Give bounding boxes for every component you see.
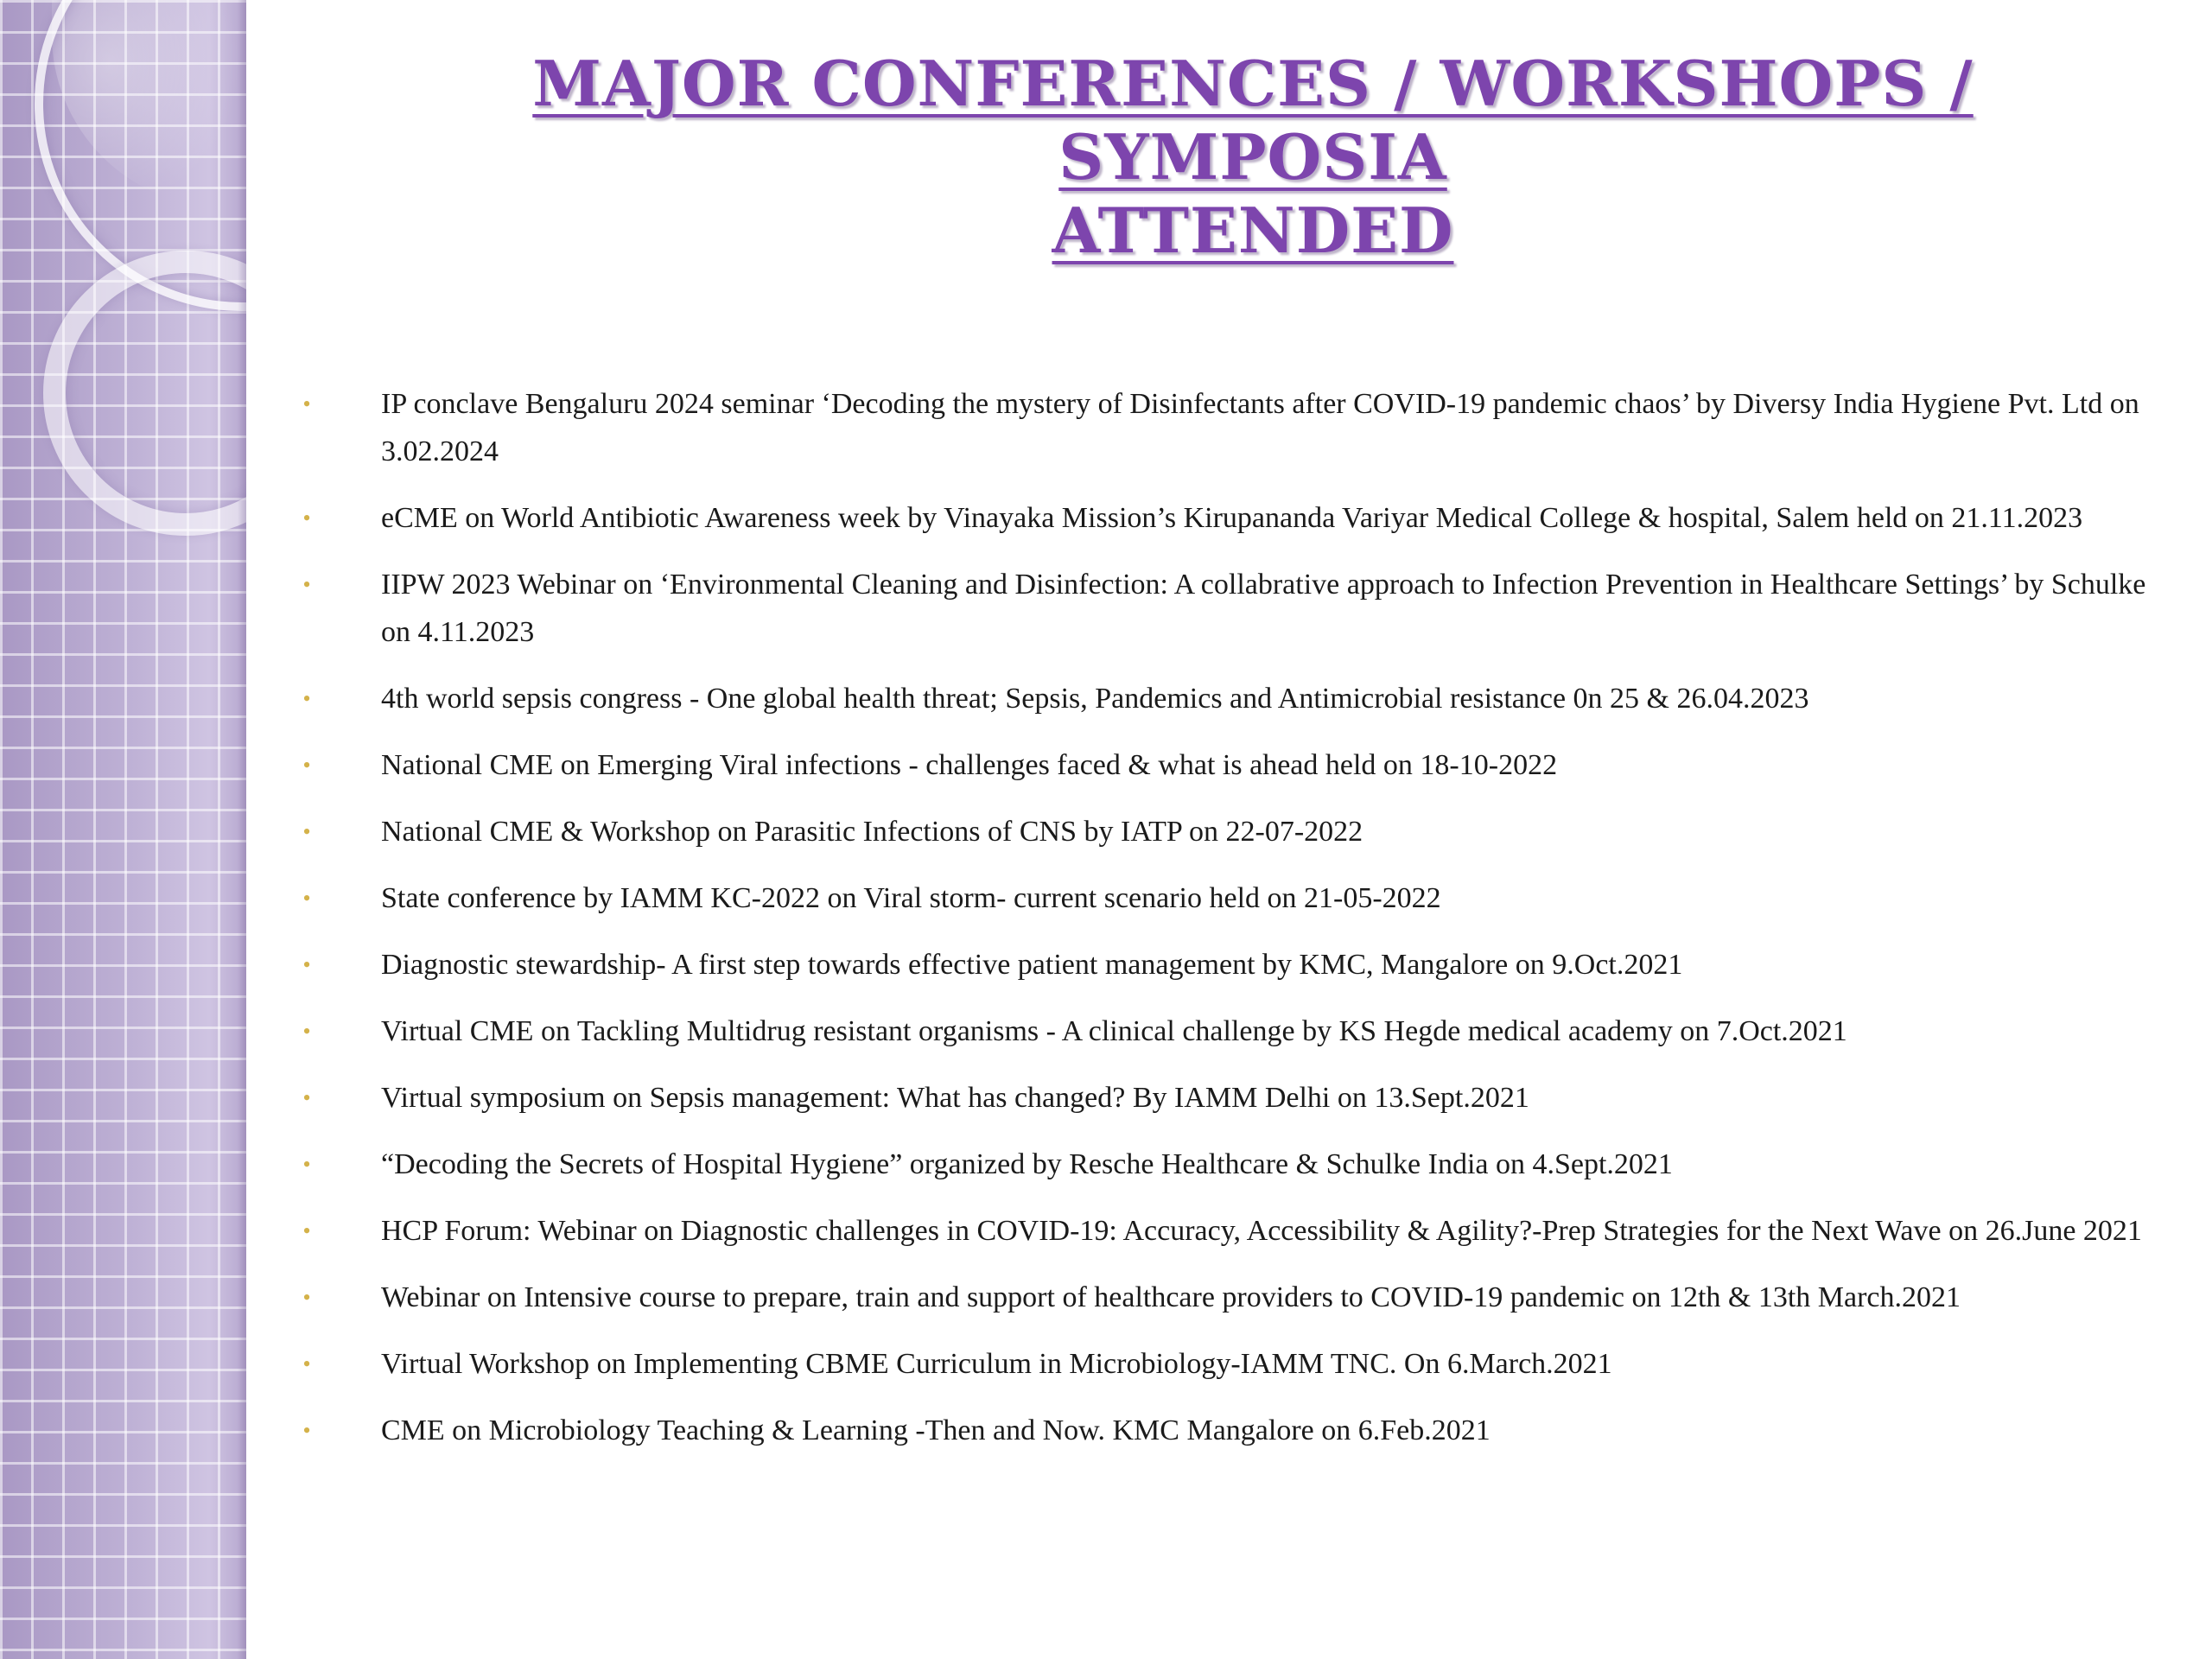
decorative-side-panel (0, 0, 246, 1659)
list-item-text: HCP Forum: Webinar on Diagnostic challenges in COVID-19: Accuracy, Accessibility & Agility?-Prep Strategies for the Next Wave on 26.June 2021 (381, 1215, 2142, 1247)
list-item-text: IIPW 2023 Webinar on ‘Environmental Cleaning and Disinfection: A collabrative approach to Infection Prevention in Healthcare Settings’ by Schulke on 4.11.2023 (381, 569, 2146, 648)
decorative-ring-small (43, 251, 246, 536)
bullet-icon: • (302, 819, 311, 844)
bullet-icon: • (302, 391, 311, 416)
bullet-icon: • (302, 886, 311, 911)
list-item-text: Virtual Workshop on Implementing CBME Curriculum in Microbiology-IAMM TNC. On 6.March.2021 (381, 1348, 1612, 1380)
list-item-text: National CME & Workshop on Parasitic Infections of CNS by IATP on 22-07-2022 (381, 816, 1363, 848)
list-item-text: Diagnostic stewardship- A first step towards effective patient management by KMC, Mangalore on 9.Oct.2021 (381, 949, 1683, 981)
list-item (298, 1007, 2156, 1055)
list-item-text: State conference by IAMM KC-2022 on Viral storm- current scenario held on 21-05-2022 (381, 882, 1441, 914)
list-item (298, 874, 2156, 922)
list-item (298, 1141, 2156, 1188)
bullet-icon: • (302, 952, 311, 977)
list-item-text: “Decoding the Secrets of Hospital Hygiene” organized by Resche Healthcare & Schulke India on 4.Sept.2021 (381, 1148, 1673, 1180)
list-item (298, 494, 2156, 542)
list-item (298, 675, 2156, 722)
bullet-icon: • (302, 1152, 311, 1177)
list-item (298, 741, 2156, 789)
list-item-text: Virtual symposium on Sepsis management: What has changed? By IAMM Delhi on 13.Sept.2021 (381, 1082, 1529, 1114)
bullet-icon: • (302, 1085, 311, 1110)
bullet-icon: • (302, 1285, 311, 1310)
bullet-icon: • (302, 686, 311, 711)
bullet-icon: • (302, 572, 311, 597)
bullet-icon: • (302, 1418, 311, 1443)
conference-list (298, 380, 2156, 1473)
bullet-icon: • (302, 753, 311, 778)
page-title (380, 48, 2126, 268)
title-line-2: ATTENDED (1052, 193, 1454, 267)
list-item-text: 4th world sepsis congress - One global health threat; Sepsis, Pandemics and Antimicrobial resistance 0n 25 & 26.04.2023 (381, 683, 1809, 715)
list-item (298, 1074, 2156, 1122)
list-item (298, 1207, 2156, 1255)
list-item (298, 941, 2156, 988)
title-line-1: MAJOR CONFERENCES / WORKSHOPS / SYMPOSIA (532, 47, 1974, 194)
list-item-text: eCME on World Antibiotic Awareness week by Vinayaka Mission’s Kirupananda Variyar Medical College & hospital, Salem held on 21.11.2023 (381, 502, 2083, 534)
list-item-text: Virtual CME on Tackling Multidrug resistant organisms - A clinical challenge by KS Hegde medical academy on 7.Oct.2021 (381, 1015, 1847, 1047)
list-item (298, 561, 2156, 656)
list-item-text: Webinar on Intensive course to prepare, train and support of healthcare providers to COVID-19 pandemic on 12th & 13th March.2021 (381, 1281, 1961, 1313)
list-item (298, 808, 2156, 855)
list-item (298, 1407, 2156, 1454)
bullet-icon: • (302, 1218, 311, 1243)
list-item (298, 1340, 2156, 1388)
bullet-icon: • (302, 1019, 311, 1044)
list-item-text: IP conclave Bengaluru 2024 seminar ‘Decoding the mystery of Disinfectants after COVID-19 pandemic chaos’ by Diversy India Hygiene Pvt. Ltd on 3.02.2024 (381, 388, 2139, 467)
bullet-icon: • (302, 505, 311, 531)
list-item (298, 1274, 2156, 1321)
list-item-text: National CME on Emerging Viral infections - challenges faced & what is ahead held on 18-10-2022 (381, 749, 1558, 781)
list-item (298, 380, 2156, 475)
list-item-text: CME on Microbiology Teaching & Learning -Then and Now. KMC Mangalore on 6.Feb.2021 (381, 1414, 1491, 1446)
bullet-icon: • (302, 1351, 311, 1376)
